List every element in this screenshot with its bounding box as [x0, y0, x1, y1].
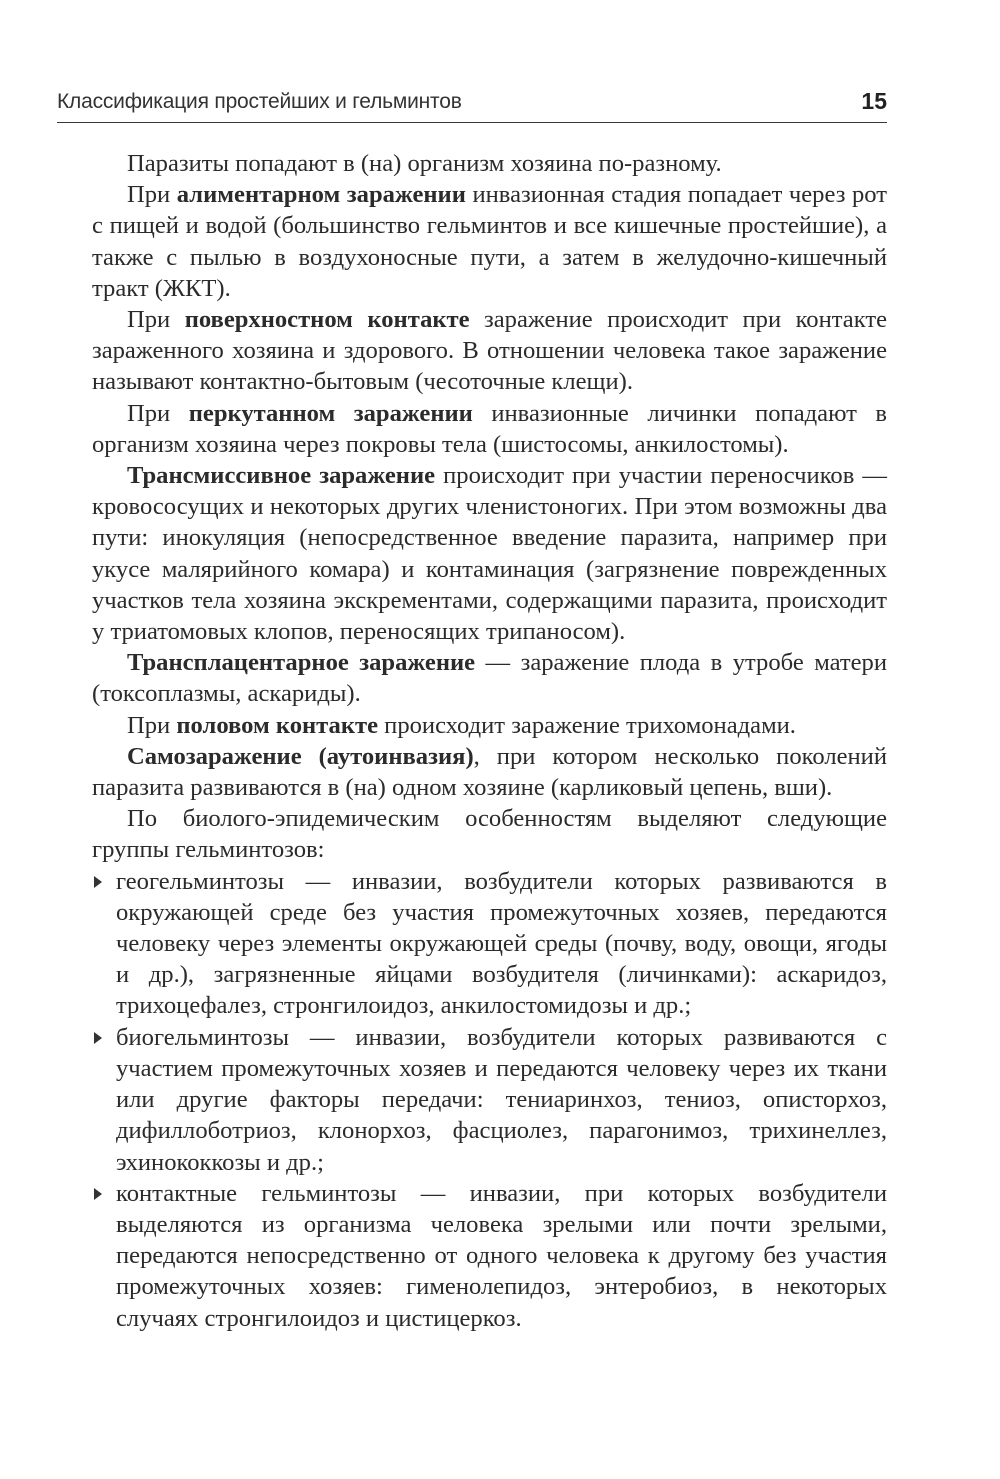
list-item-text: биогельминтозы — инвазии, возбудители которых развиваются с участием промежуточных хозяев и передаются человеку через их ткани или другие факторы передачи: тениаринхоз, тениоз, описторхоз, дифиллоботриоз, клонорхоз, фасциолез, парагонимоз, трихинеллез, эхинококкозы и др.;: [116, 1023, 887, 1176]
paragraph-rest: происходит при участии переносчиков — кровососущих и некоторых других членистоногих. При этом возможны два пути: инокуляция (непосредственное введение паразита, например при укусе малярийного комара) и контаминация (загрязнение поврежденных участков тела хозяина экскрементами, содержащими паразита, происходит у триатомовых клопов, переносящих трипаносом).: [92, 462, 887, 646]
running-header: [57, 86, 887, 123]
helminthiasis-groups-list: [92, 866, 887, 1334]
paragraph-transmissive: [92, 460, 887, 647]
paragraph-autoinvasion: [92, 741, 887, 803]
paragraph-rest: происходит заражение трихомонадами.: [378, 711, 796, 739]
lead-text: При: [127, 399, 189, 427]
list-item-text: геогельминтозы — инвазии, возбудители которых развиваются в окружающей среде без участия промежуточных хозяев, передаются человеку через элементы окружающей среды (почву, воду, овощи, ягоды и др.), загрязненные яйцами возбудителя (личинками): аскаридоз, трихоцефалез, стронгилоидоз, анкилостомидозы и др.;: [116, 867, 887, 1020]
paragraph-intro: Паразиты попадают в (на) организм хозяина по-разному.: [127, 150, 722, 177]
paragraph-rest: , при котором несколько поколений паразита развиваются в (на) одном хозяине (карликовый цепень, вши).: [92, 742, 887, 802]
triangle-bullet-icon: [94, 1032, 102, 1044]
body-text: [92, 148, 887, 1334]
paragraph-rest: инвазионные личинки попадают в организм хозяина через покровы тела (шистосомы, анкилостомы).: [92, 399, 887, 458]
list-item-text: контактные гельминтозы — инвазии, при которых возбудители выделяются из организма человека зрелыми или почти зрелыми, передаются непосредственно от одного человека к другому без участия промежуточных хозяев: гименолепидоз, энтеробиоз, в некоторых случаях стронгилоидоз и цистицеркоз.: [116, 1179, 887, 1332]
lead-text: При: [127, 306, 185, 334]
paragraph-rest: — заражение плода в утробе матери (токсоплазмы, аскариды).: [92, 649, 887, 708]
triangle-bullet-icon: [94, 876, 102, 888]
paragraph-alimentary: [92, 179, 887, 304]
term-surface-contact: поверхностном контакте: [184, 306, 470, 334]
paragraph-rest: заражение происходит при контакте зараженного хозяина и здорового. В отношении человека такое заражение называют контактно-бытовым (чесоточные клещи).: [92, 306, 887, 396]
running-title: Классификация простейших и гельминтов: [57, 90, 462, 113]
term-autoinvasion: Самозаражение (аутоинвазия): [127, 742, 474, 770]
term-transplacental: Трансплацентарное заражение: [127, 649, 476, 677]
paragraph-groups-intro: По биолого-эпидемическим особенностям выделяют следующие группы гельминтозов:: [92, 805, 887, 864]
term-transmissive: Трансмиссивное заражение: [127, 462, 436, 490]
lead-text: При: [127, 711, 177, 739]
lead-text: При: [127, 181, 177, 209]
page-number: 15: [861, 88, 887, 114]
term-sexual-contact: половом контакте: [176, 711, 379, 739]
list-item: [116, 1178, 887, 1334]
triangle-bullet-icon: [94, 1188, 102, 1200]
term-alimentary: алиментарном заражении: [176, 181, 466, 209]
paragraph-rest: инвазионная стадия попадает через рот с пищей и водой (большинство гельминтов и все кишечные простейшие), а также с пылью в воздухоносные пути, а затем в желудочно-кишечный тракт (ЖКТ).: [92, 181, 887, 302]
paragraph-transplacental: [92, 647, 887, 709]
paragraph-percutaneous: [92, 398, 887, 460]
term-percutaneous: перкутанном заражении: [188, 399, 473, 427]
paragraph-surface-contact: [92, 304, 887, 398]
list-item: [116, 866, 887, 1022]
paragraph-sexual-contact: [92, 710, 887, 741]
list-item: [116, 1022, 887, 1178]
